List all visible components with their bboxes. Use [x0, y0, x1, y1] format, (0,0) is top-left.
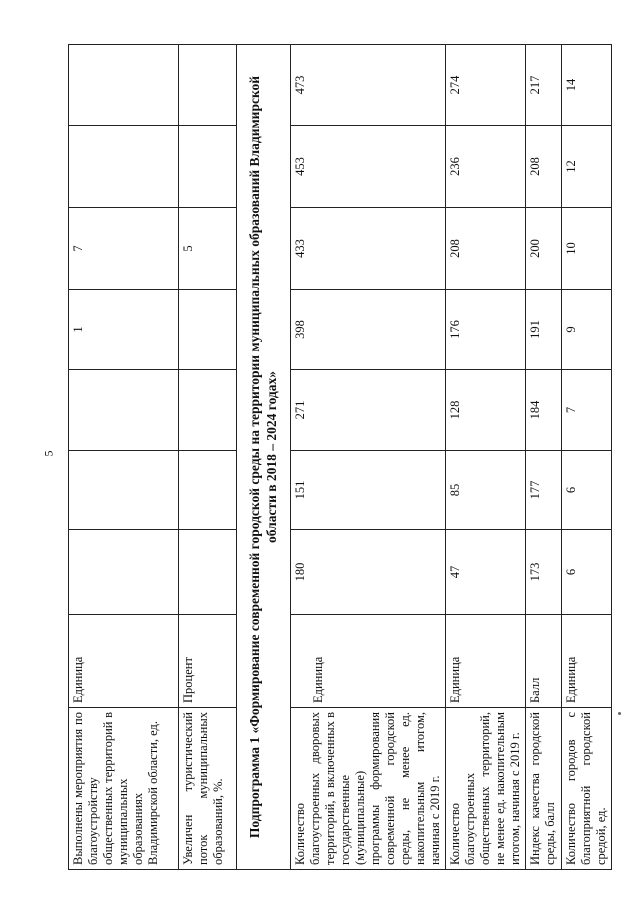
value-cell — [69, 370, 179, 451]
value-cell — [69, 530, 179, 615]
value-cell: 453 — [291, 126, 446, 208]
value-cell — [179, 126, 237, 208]
value-cell — [179, 530, 237, 615]
value-cell: 6 — [562, 451, 612, 530]
value-cell: 10 — [562, 208, 612, 290]
indicator-cell: Выполнены мероприятия по благоустройству общественных территорий в муниципальных образованиях Владимирской области, ед. — [69, 708, 179, 870]
value-cell: 217 — [526, 45, 562, 126]
value-cell: 271 — [291, 370, 446, 451]
indicator-cell: Количество благоустроенных дворовых территорий, в включенных в государственные (муниципальные) программы формирования современной городской среды, не менее ед. накопительным итогом, начиная с 2019 г. — [291, 708, 446, 870]
unit-cell: Единица — [69, 615, 179, 708]
value-cell: 274 — [446, 45, 526, 126]
value-cell: 85 — [446, 451, 526, 530]
value-cell: 12 — [562, 126, 612, 208]
page-number: 5 — [41, 450, 56, 457]
table-row — [291, 45, 446, 870]
value-cell: 128 — [446, 370, 526, 451]
rotated-table-container — [68, 45, 608, 870]
value-cell: 47 — [446, 530, 526, 615]
unit-cell: Единица — [562, 615, 612, 708]
unit-cell: Единица — [446, 615, 526, 708]
value-cell: 398 — [291, 290, 446, 370]
value-cell — [179, 370, 237, 451]
value-cell — [69, 45, 179, 126]
value-cell: 208 — [446, 208, 526, 290]
value-cell: 177 — [526, 451, 562, 530]
unit-cell: Балл — [526, 615, 562, 708]
value-cell: 473 — [291, 45, 446, 126]
value-cell: 7 — [562, 370, 612, 451]
value-cell: 433 — [291, 208, 446, 290]
indicator-cell: Количество городов с благоприятной городской средой, ед. — [562, 708, 612, 870]
value-cell: 6 — [562, 530, 612, 615]
table-row — [526, 45, 562, 870]
value-cell — [69, 451, 179, 530]
scan-speck-icon — [618, 712, 621, 715]
value-cell — [69, 126, 179, 208]
value-cell: 200 — [526, 208, 562, 290]
value-cell: 151 — [291, 451, 446, 530]
value-cell: 7 — [69, 208, 179, 290]
value-cell: 173 — [526, 530, 562, 615]
unit-cell — [291, 615, 446, 708]
value-cell: 184 — [526, 370, 562, 451]
table-row — [562, 45, 612, 870]
value-cell: 180 — [291, 530, 446, 615]
value-cell: 236 — [446, 126, 526, 208]
value-cell — [179, 451, 237, 530]
value-cell — [179, 290, 237, 370]
indicator-cell: Увеличен туристический поток муниципальных образований, %. — [179, 708, 237, 870]
value-cell: 14 — [562, 45, 612, 126]
value-cell: 176 — [446, 290, 526, 370]
indicators-table — [68, 44, 612, 870]
value-cell: 5 — [179, 208, 237, 290]
indicator-cell: Количество благоустроенных общественных территорий, не менее ед. накопительным итогом, начиная с 2019 г. — [446, 708, 526, 870]
table-row — [179, 45, 237, 870]
indicator-cell: Индекс качества городской среды, балл — [526, 708, 562, 870]
value-cell: 1 — [69, 290, 179, 370]
subprogram-header-row — [237, 45, 291, 870]
value-cell: 9 — [562, 290, 612, 370]
value-cell — [179, 45, 237, 126]
subprogram-title: Подпрограмма 1 «Формирование современной городской среды на территории муниципальных образований Владимирской области в 2018 – 2024 годах» — [237, 45, 291, 870]
value-cell: 191 — [526, 290, 562, 370]
value-cell: 208 — [526, 126, 562, 208]
table-row — [69, 45, 179, 870]
unit-text: Единица — [311, 656, 325, 703]
table-row — [446, 45, 526, 870]
unit-cell: Процент — [179, 615, 237, 708]
